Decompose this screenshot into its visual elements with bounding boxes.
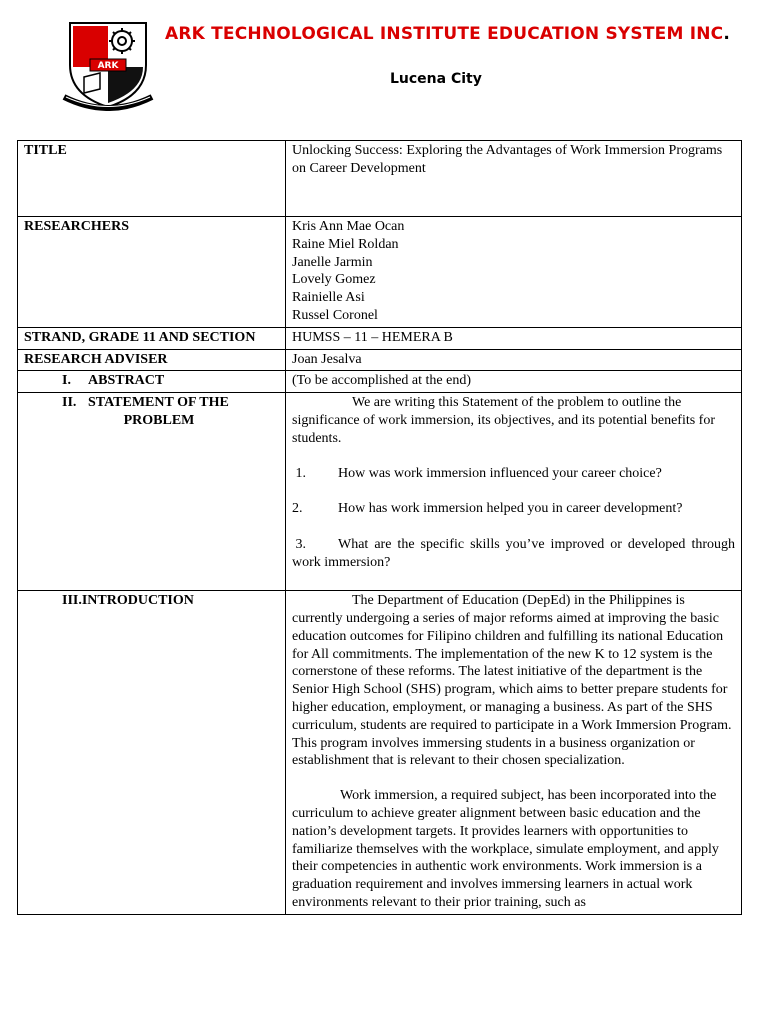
introduction-content [286, 591, 742, 915]
logo-text: ARK [97, 61, 119, 71]
abstract-heading [18, 371, 286, 393]
statement-intro: We are writing this Statement of the problem to outline the significance of work immersion, its objectives, and its potential benefits for students. [292, 395, 716, 446]
abstract-value: (To be accomplished at the end) [286, 371, 742, 393]
introduction-paragraph-1: The Department of Education (DepEd) in the Philippines is currently undergoing a series of major reforms aimed at improving the basic education outcomes for Filipino children and fulfilling its national Education for All commitments. The implementation of the new K to 12 system is the cornerstone of these reforms. The latest initiative of the department is the Senior High School (SHS) program, which aims to better prepare students for higher education, employment, or managing a business. As part of the SHS curriculum, students are required to participate in a Work Immersion Program. This program involves immersing students in a business organization or establishment that is relevant to their chosen specialization. [292, 593, 732, 769]
question-item [292, 536, 735, 572]
researcher-name: Raine Miel Roldan [292, 236, 399, 252]
researchers-list [286, 217, 742, 328]
school-name-text: ARK TECHNOLOGICAL INSTITUTE EDUCATION SYSTEM INC [165, 24, 724, 44]
school-logo [60, 15, 156, 111]
abstract-number: I. [62, 373, 71, 389]
introduction-heading [18, 591, 286, 915]
introduction-row [18, 591, 742, 915]
research-info-table [17, 140, 742, 915]
researcher-name: Lovely Gomez [292, 272, 376, 288]
question-number: 3. [292, 537, 306, 553]
researcher-name: Kris Ann Mae Ocan [292, 219, 405, 234]
question-item [292, 500, 735, 518]
abstract-label: ABSTRACT [88, 373, 165, 389]
researchers-label: RESEARCHERS [18, 217, 286, 328]
statement-label-line1: STATEMENT OF THE [88, 395, 229, 411]
researchers-row [18, 217, 742, 328]
adviser-label: RESEARCH ADVISER [18, 349, 286, 371]
statement-row [18, 393, 742, 591]
question-text: What are the specific skills you’ve improved or developed through work immersion? [292, 537, 735, 570]
researcher-name: Janelle Jarmin [292, 254, 373, 270]
title-label: TITLE [18, 141, 286, 217]
researcher-name: Russel Coronel [292, 307, 378, 323]
statement-number: II. [62, 395, 77, 411]
statement-label-line2: PROBLEM [123, 412, 195, 428]
introduction-number: III. [62, 593, 82, 609]
city-label: Lucena City [390, 71, 482, 87]
strand-label: STRAND, GRADE 11 AND SECTION [18, 327, 286, 349]
title-row [18, 141, 742, 217]
strand-row [18, 327, 742, 349]
school-name [165, 24, 745, 45]
statement-content [286, 393, 742, 591]
adviser-value: Joan Jesalva [286, 349, 742, 371]
abstract-row [18, 371, 742, 393]
question-number: 2. [292, 501, 303, 517]
researcher-name: Rainielle Asi [292, 290, 365, 306]
question-number: 1. [292, 465, 306, 481]
school-name-dot: . [723, 24, 731, 44]
title-value: Unlocking Success: Exploring the Advantages of Work Immersion Programs on Career Development [286, 141, 742, 217]
introduction-paragraph-2: Work immersion, a required subject, has been incorporated into the curriculum to achieve greater alignment between basic education and the nation’s development targets. It provides learners with opportunities to familiarize themselves with the workplace, simulate employment, and apply their competencies in authentic work environments. Work immersion is a graduation requirement and involves immersing learners in actual work environments relevant to their prior training, such as [292, 788, 719, 910]
introduction-label: INTRODUCTION [81, 593, 194, 609]
question-item [292, 465, 735, 483]
question-text: How was work immersion influenced your career choice? [338, 465, 662, 481]
question-text: How has work immersion helped you in career development? [338, 501, 683, 517]
adviser-row [18, 349, 742, 371]
statement-heading [18, 393, 286, 591]
strand-value: HUMSS – 11 – HEMERA B [286, 327, 742, 349]
